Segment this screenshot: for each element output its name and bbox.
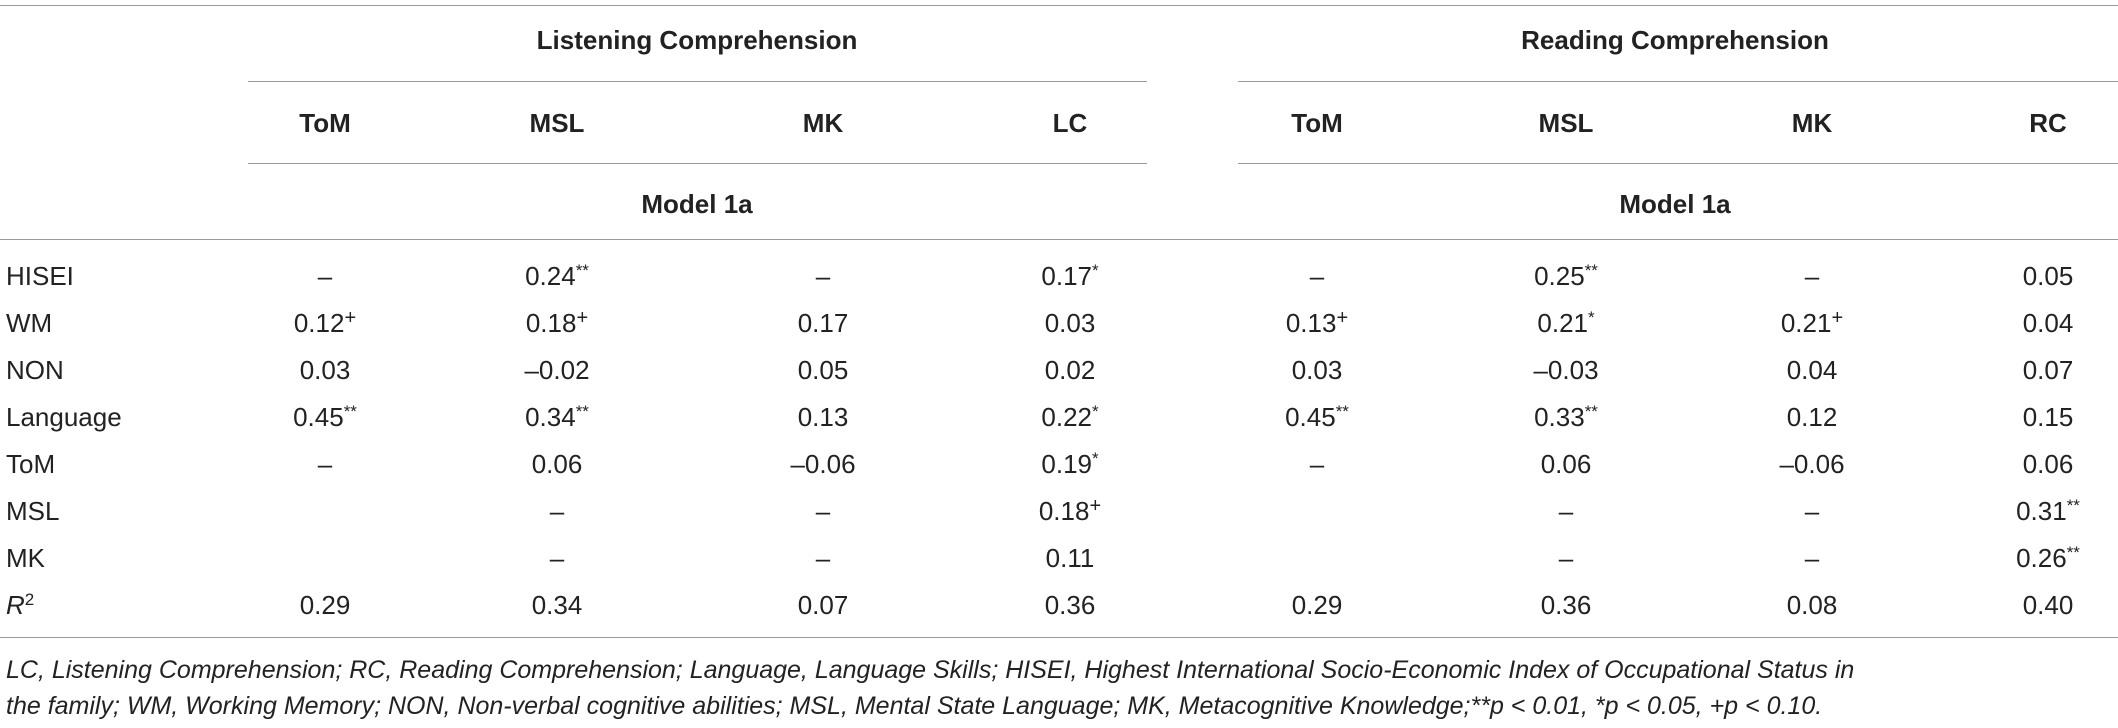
table-cell: [525, 401, 589, 433]
cell-value: 0.11: [1045, 543, 1095, 573]
table-cell: [1805, 495, 1819, 527]
table-cell: [1805, 260, 1819, 292]
significance-marker: +: [1089, 495, 1102, 517]
column-header: ToM: [299, 108, 351, 138]
row-label: Language: [6, 402, 122, 432]
cell-value: 0.18: [525, 308, 577, 338]
significance-marker: +: [344, 307, 357, 329]
cell-value: 0.05: [2022, 261, 2074, 291]
row-label: MK: [6, 543, 45, 573]
cell-value: 0.29: [299, 590, 351, 620]
cell-value: –: [815, 496, 831, 526]
table-cell: [1541, 589, 1592, 621]
cell-value: 0.15: [2022, 402, 2074, 432]
body-rule: [0, 239, 2118, 240]
table-cell: [1292, 589, 1343, 621]
cell-value: 0.04: [1786, 355, 1838, 385]
cell-value: 0.21: [1537, 308, 1588, 338]
cell-value: 0.13: [1285, 308, 1337, 338]
table-cell: [300, 589, 351, 621]
cell-value: 0.13: [797, 402, 849, 432]
table-cell: [318, 260, 332, 292]
table-cell: [550, 495, 564, 527]
cell-value: 0.36: [1540, 590, 1592, 620]
row-label: MSL: [6, 496, 60, 526]
cell-value: –: [549, 543, 565, 573]
cell-value: 0.06: [531, 449, 583, 479]
cell-value: 0.05: [797, 355, 849, 385]
superscript: 2: [24, 590, 35, 609]
cell-value: 0.22: [1041, 402, 1092, 432]
cell-value: 0.26: [2016, 543, 2067, 573]
table-cell: [1805, 542, 1819, 574]
table-cell: [318, 448, 332, 480]
table-cell: [525, 260, 589, 292]
table-cell: [798, 589, 849, 621]
table-cell: [1041, 401, 1098, 433]
significance-marker: *: [1091, 261, 1099, 280]
cell-value: 0.21: [1780, 308, 1832, 338]
table-cell: [1781, 307, 1843, 339]
table-cell: [2023, 448, 2074, 480]
cell-value: –0.06: [790, 449, 856, 479]
cell-value: 0.04: [2022, 308, 2074, 338]
table-cell: [1787, 589, 1838, 621]
table-cell: [550, 542, 564, 574]
table-cell: [1045, 589, 1096, 621]
cell-value: 0.24: [525, 261, 576, 291]
significance-marker: **: [575, 402, 589, 421]
table-cell: [532, 589, 583, 621]
significance-marker: +: [576, 307, 589, 329]
table-cell: [1779, 448, 1844, 480]
cell-value: 0.34: [531, 590, 583, 620]
cell-value: 0.03: [299, 355, 351, 385]
significance-marker: **: [1584, 261, 1598, 280]
table-cell: [1559, 495, 1573, 527]
significance-marker: **: [575, 261, 589, 280]
row-label: ToM: [6, 449, 56, 479]
top-rule: [0, 5, 2118, 6]
table-cell: [1787, 401, 1838, 433]
bottom-rule: [0, 637, 2118, 638]
table-cell: [300, 354, 351, 386]
table-cell: [1537, 307, 1594, 339]
table-cell: [1559, 542, 1573, 574]
cell-value: –0.06: [1779, 449, 1845, 479]
cell-value: –: [1558, 543, 1574, 573]
cell-value: –: [317, 449, 333, 479]
cell-value: 0.08: [1786, 590, 1838, 620]
cell-value: –: [815, 261, 831, 291]
significance-marker: **: [2066, 543, 2080, 562]
row-label: [6, 589, 34, 621]
table-footnote: [6, 652, 2106, 724]
model-label: Model 1a: [1619, 189, 1731, 219]
table-cell: [1534, 260, 1598, 292]
significance-marker: *: [1091, 449, 1099, 468]
table-cell: [1285, 401, 1349, 433]
header-underline: [1238, 163, 2118, 164]
table-cell: [1039, 495, 1101, 527]
cell-value: 0.06: [2022, 449, 2074, 479]
column-header: LC: [1052, 108, 1088, 138]
table-cell: [1310, 448, 1324, 480]
table-cell: [1045, 354, 1096, 386]
cell-value: 0.17: [797, 308, 849, 338]
significance-marker: *: [1091, 402, 1099, 421]
significance-marker: +: [1336, 307, 1349, 329]
cell-value: –: [1309, 449, 1325, 479]
significance-marker: *: [1587, 308, 1595, 327]
group-title: Listening Comprehension: [536, 25, 858, 55]
table-cell: [1541, 448, 1592, 480]
table-cell: [2023, 589, 2074, 621]
row-label: WM: [6, 308, 53, 338]
cell-value: 0.34: [525, 402, 576, 432]
cell-value: 0.07: [797, 590, 849, 620]
table-cell: [816, 542, 830, 574]
cell-value: 0.45: [1285, 402, 1336, 432]
table-cell: [293, 401, 357, 433]
cell-value: 0.07: [2022, 355, 2074, 385]
cell-value: –: [1804, 496, 1820, 526]
table-cell: [1045, 307, 1096, 339]
group-underline: [248, 81, 1147, 82]
cell-value: 0.06: [1540, 449, 1592, 479]
cell-value: 0.03: [1044, 308, 1096, 338]
cell-value: –: [317, 261, 333, 291]
significance-marker: **: [343, 402, 357, 421]
cell-value: 0.29: [1291, 590, 1343, 620]
table-cell: [1534, 401, 1598, 433]
table-cell: [816, 260, 830, 292]
significance-marker: **: [1584, 402, 1598, 421]
column-header: MSL: [1538, 108, 1594, 138]
cell-value: –0.02: [524, 355, 590, 385]
table-cell: [532, 448, 583, 480]
cell-value: –: [549, 496, 565, 526]
r-squared-symbol: R: [6, 590, 25, 620]
cell-value: –: [1804, 261, 1820, 291]
table-cell: [798, 307, 849, 339]
table-cell: [790, 448, 855, 480]
table-cell: [2023, 401, 2074, 433]
table-cell: [2023, 260, 2074, 292]
row-label: NON: [6, 355, 64, 385]
cell-value: 0.12: [293, 308, 345, 338]
column-header: RC: [2029, 108, 2067, 138]
table-cell: [798, 401, 849, 433]
cell-value: 0.19: [1041, 449, 1092, 479]
table-cell: [2016, 495, 2080, 527]
header-underline: [248, 163, 1147, 164]
cell-value: –: [1558, 496, 1574, 526]
table-cell: [2016, 542, 2080, 574]
cell-value: 0.31: [2016, 496, 2067, 526]
table-cell: [526, 307, 588, 339]
cell-value: 0.36: [1044, 590, 1096, 620]
cell-value: 0.33: [1534, 402, 1585, 432]
model-label: Model 1a: [641, 189, 753, 219]
table-cell: [1046, 542, 1095, 574]
footnote-line-2: the family; WM, Working Memory; NON, Non-verbal cognitive abilities; MSL, Mental State Language; MK, Metacognitive Knowledge;**p < 0.01, *p < 0.05, +p < 0.10.: [6, 692, 1823, 720]
column-header: MK: [1791, 108, 1833, 138]
significance-marker: +: [1831, 307, 1844, 329]
table-cell: [816, 495, 830, 527]
column-header: MSL: [529, 108, 585, 138]
table-cell: [524, 354, 589, 386]
cell-value: –: [1804, 543, 1820, 573]
table-cell: [294, 307, 356, 339]
table-cell: [1041, 260, 1098, 292]
table-cell: [798, 354, 849, 386]
cell-value: 0.02: [1044, 355, 1096, 385]
table-cell: [1787, 354, 1838, 386]
cell-value: 0.40: [2022, 590, 2074, 620]
table-cell: [1286, 307, 1348, 339]
table-cell: [1310, 260, 1324, 292]
cell-value: 0.45: [293, 402, 344, 432]
table-cell: [1533, 354, 1598, 386]
table-cell: [1041, 448, 1098, 480]
significance-marker: **: [1335, 402, 1349, 421]
column-header: ToM: [1291, 108, 1343, 138]
cell-value: 0.03: [1291, 355, 1343, 385]
significance-marker: **: [2066, 496, 2080, 515]
cell-value: 0.17: [1041, 261, 1092, 291]
cell-value: –: [1309, 261, 1325, 291]
table-cell: [1292, 354, 1343, 386]
group-underline: [1238, 81, 2118, 82]
cell-value: 0.12: [1786, 402, 1838, 432]
group-title: Reading Comprehension: [1521, 25, 1829, 55]
table-cell: [2023, 307, 2074, 339]
row-label: HISEI: [6, 261, 74, 291]
cell-value: 0.25: [1534, 261, 1585, 291]
cell-value: –: [815, 543, 831, 573]
cell-value: 0.18: [1038, 496, 1090, 526]
cell-value: –0.03: [1533, 355, 1599, 385]
footnote-line-1: LC, Listening Comprehension; RC, Reading Comprehension; Language, Language Skills; HISEI, Highest International Socio-Economic Index of Occupational Status in: [6, 656, 1855, 684]
table-cell: [2023, 354, 2074, 386]
column-header: MK: [802, 108, 844, 138]
